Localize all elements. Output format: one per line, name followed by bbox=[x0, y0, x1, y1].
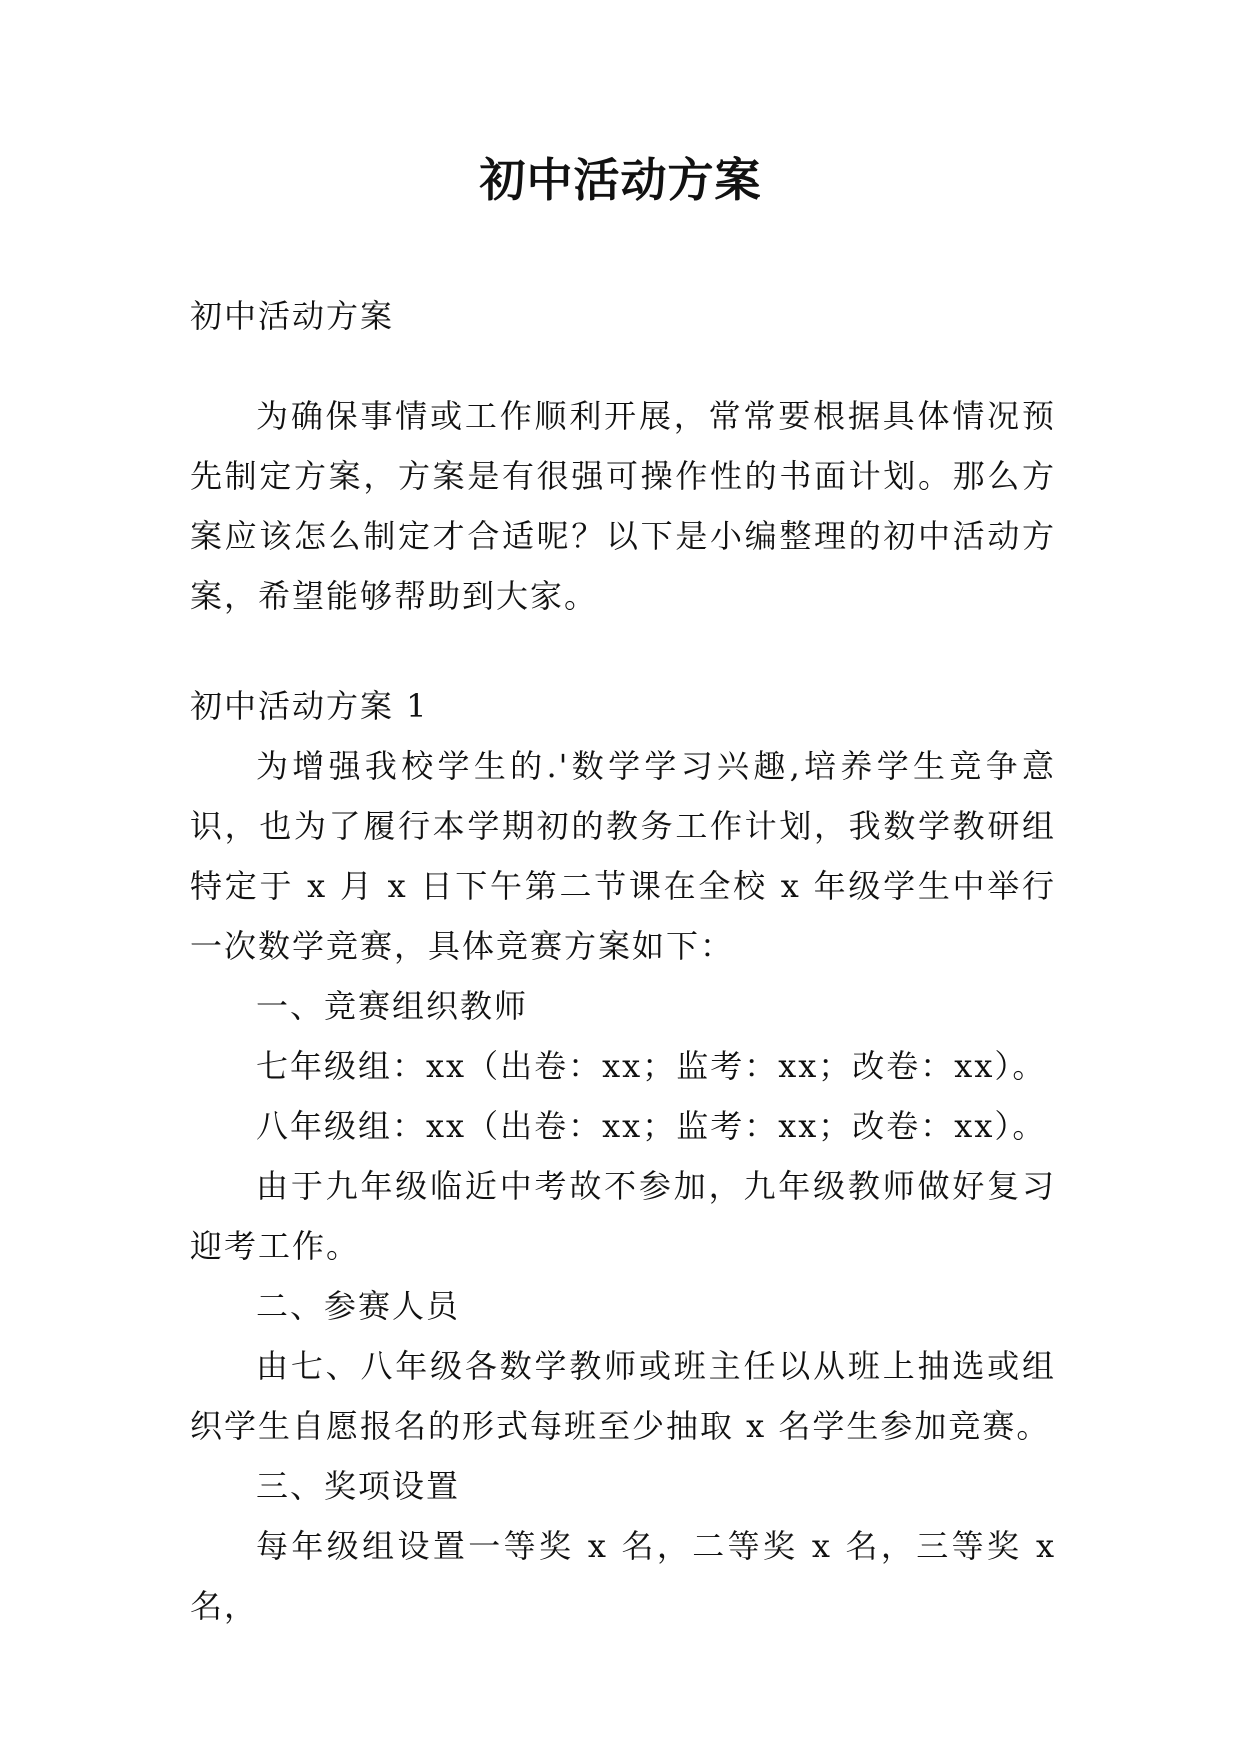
body-paragraph: 每年级组设置一等奖 x 名，二等奖 x 名，三等奖 x 名， bbox=[190, 1527, 1056, 1625]
body-paragraph: 七年级组：xx（出卷：xx；监考：xx；改卷：xx）。 bbox=[256, 1047, 1047, 1085]
document-subtitle: 初中活动方案 bbox=[190, 297, 395, 335]
body-paragraph: 三、奖项设置 bbox=[256, 1467, 461, 1505]
document-title: 初中活动方案 bbox=[479, 153, 762, 207]
body-paragraph: 由七、八年级各数学教师或班主任以从班上抽选或组织学生自愿报名的形式每班至少抽取 x 名学生参加竞赛。 bbox=[190, 1347, 1056, 1445]
body-paragraph: 为增强我校学生的.'数学学习兴趣,培养学生竞争意识，也为了履行本学期初的教务工作计划，我数学教研组特定于 x 月 x 日下午第二节课在全校 x 年级学生中举行一次数学竞赛，具体竞赛方案如下： bbox=[190, 747, 1056, 965]
section-heading: 初中活动方案 1 bbox=[190, 687, 429, 725]
body-paragraph: 八年级组：xx（出卷：xx；监考：xx；改卷：xx）。 bbox=[256, 1107, 1047, 1145]
body-paragraph: 由于九年级临近中考故不参加，九年级教师做好复习迎考工作。 bbox=[190, 1167, 1056, 1265]
body-paragraph: 一、竞赛组织教师 bbox=[256, 987, 529, 1025]
body-paragraph: 二、参赛人员 bbox=[256, 1287, 461, 1325]
intro-paragraph: 为确保事情或工作顺利开展，常常要根据具体情况预先制定方案，方案是有很强可操作性的书面计划。那么方案应该怎么制定才合适呢？以下是小编整理的初中活动方案，希望能够帮助到大家。 bbox=[190, 397, 1056, 615]
document-body bbox=[190, 286, 1056, 1636]
